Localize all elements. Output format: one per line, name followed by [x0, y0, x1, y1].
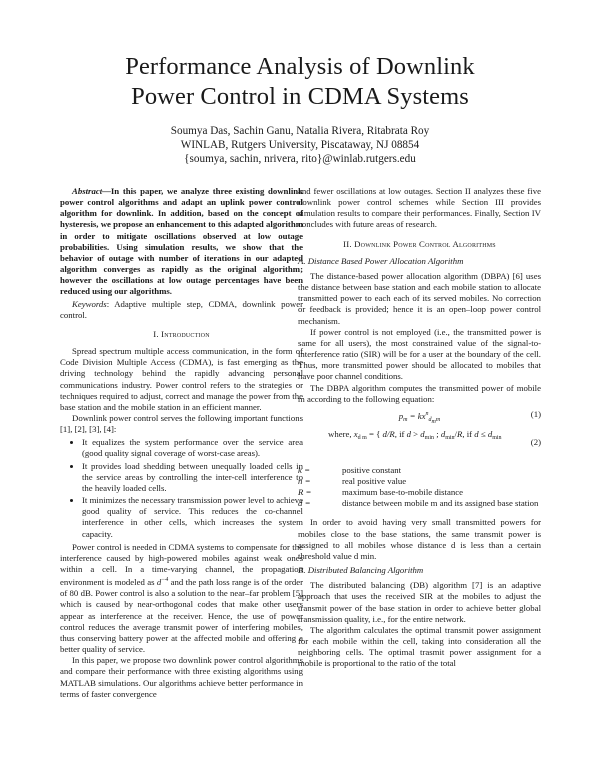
intro-paragraph-3b: and the path loss range is of the order of 80 dB. Power control is also a solution to the near–far problem [5] which is caused by near-orthogonal codes that make other users appear as interference at the receiver. Hence, the use of power control reduces the average transmit power of interfering mobiles, thus conserving battery power at the affected mobile and offering a better quality of service. [60, 577, 303, 655]
db-paragraph-2: The algorithm calculates the optimal transmit power assignment for each mobile within the cell, taking into consideration all the neighboring cells. The optimal trasmit power assignment for a mobile is proportional to the ratio of the total [298, 624, 541, 669]
symbol-definitions [298, 465, 541, 510]
list-item: • It provides load shedding between unequally loaded cells in the service areas by controlling the inter-cell interference to the heavily loaded cells. [82, 461, 303, 494]
equation-2-number: (2) [530, 436, 541, 447]
symbol: R = [298, 487, 312, 498]
keywords [60, 299, 303, 321]
list-item: • It minimizes the necessary transmission power level to achieve good quality of service. This reduces the co-channel interference in other cells, which increases the system capacity. [82, 495, 303, 540]
symbol-description: positive constant [342, 464, 402, 475]
intro-paragraph-1: Spread spectrum multiple access communication, in the form of Code Division Multiple Access (CDMA), is fast emerging as the driving technology behind the rapidly advancing personal communications industry. Power control refers to the strategies or techniques required to adjust, correct and manage the power from the base station and the mobile station in an efficient manner. [60, 346, 303, 412]
abstract [60, 186, 303, 298]
intro-continuation: and fewer oscillations at low outages. Section II analyzes these five downlink power control schemes while Section III provides simulation results to compare their performances. Finally, Section IV concludes with future areas of research. [298, 186, 541, 230]
author-affiliation: WINLAB, Rutgers University, Piscataway, NJ 08854 [180, 139, 420, 151]
symbol: k = [298, 464, 310, 475]
abstract-text: In this paper, we analyze three existing downlink power control algorithms and adapt an uplink power control algorithm for downlink. In addition, based on the concept of hysteresis, we propose an enhancement to this adapted algorithm in order to mitigate oscillations observed at low outage probabilities. Using simulation results, we show that the behavior of outage with number of iterations in our adapted algorithm converges as rapidly as the original algorithm; however the oscillations at low outage percentages have been reduced using our algorithms. [60, 186, 303, 297]
section-heading-algorithms: II. Downlink Power Control Algorithms [343, 238, 496, 249]
abstract-label: Abstract— [72, 186, 111, 196]
dbpa-paragraph-1: The distance-based power allocation algorithm (DBPA) [6] uses the distance between base station and each mobile station to allocate transmitted power to each each of its served mobiles. No correction or feedback is provided; hence it is an open–loop power control mechanism. [298, 270, 541, 326]
intro-paragraph-4: In this paper, we propose two downlink power control algorithms and compare their performance with three existing algorithms using MATLAB simulations. Our algorithms achieve better performance in terms of faster convergence [60, 655, 303, 699]
symbol: d = [298, 498, 311, 509]
section-heading-introduction: I. Introduction [153, 328, 210, 339]
path-loss-formula: $d^{-4}$ [156, 577, 169, 588]
symbol-description: maximum base-to-mobile distance [342, 487, 464, 498]
equation-1 [298, 405, 541, 425]
title-line-1: Performance Analysis of Downlink [125, 53, 475, 80]
dbpa-paragraph-2: If power control is not employed (i.e., the transmitted power is same for all users), the most constrained value of the signal-to-interference ratio (SIR) will be for a user at the boundary of the cell. Thus, more transmitted power should be allocated to mobiles that have poor channel conditions. [298, 326, 541, 382]
title-line-2: Power Control in CDMA Systems [131, 83, 469, 110]
subsection-heading-dbpa: A. Distance Based Power Allocation Algorithm [298, 255, 464, 266]
intro-paragraph-3a: Power control is needed in CDMA systems to compensate for the interference caused by high-powered mobiles against weak ones within a cell. In a time-varying channel, the propagation environment is modeled as [60, 541, 303, 588]
equation-2 [298, 427, 541, 459]
dbpa-paragraph-3: The DBPA algorithm computes the transmitted power of mobile m according to the following equation: [298, 382, 541, 404]
equation-1-number: (1) [530, 408, 541, 419]
db-paragraph-1: The distributed balancing (DB) algorithm [7] is an adaptive approach that uses the received SIR at the mobiles to adjust the transmit power of the base station in order to achieve better global transmission quality, i.e., for the entire network. [298, 580, 541, 624]
right-column [298, 186, 541, 669]
intro-paragraph-3 [60, 542, 303, 656]
keywords-label: Keywords [72, 298, 107, 309]
author-block [0, 124, 600, 166]
symbol: n = [298, 475, 311, 486]
intro-paragraph-2: Downlink power control serves the following important functions [1], [2], [3], [4]: [60, 412, 303, 435]
symbol-description: real positive value [342, 475, 407, 486]
author-emails: {soumya, sachin, nrivera, rito}@winlab.rutgers.edu [184, 153, 416, 165]
subsection-heading-db: B. Distributed Balancing Algorithm [298, 565, 424, 576]
functions-list [60, 437, 303, 539]
equation-2-body: where, $x_{d m}$ = { d/R, if $d > d_{min}$ ; $d_{min}/R$, if $d \le d_{min}$ [328, 428, 502, 441]
dbpa-paragraph-4: In order to avoid having very small transmitted powers for mobiles close to the base stations, the same transmit power is assigned to all mobiles whose distance d is less than a certain threshold value d min. [298, 517, 541, 561]
keywords-text: : Adaptive multiple step, CDMA, downlink power control. [60, 298, 303, 320]
symbol-description: distance between mobile m and its assigned base station [342, 498, 539, 509]
paper-title [0, 52, 600, 112]
list-item: • It equalizes the system performance over the service area (good quality signal coverage of worst-case areas). [82, 437, 303, 459]
equation-1-body: $p_m = kx^n_{dmm}$ [398, 410, 441, 425]
author-names: Soumya Das, Sachin Ganu, Natalia Rivera, Ritabrata Roy [170, 125, 430, 137]
left-column [60, 186, 303, 700]
